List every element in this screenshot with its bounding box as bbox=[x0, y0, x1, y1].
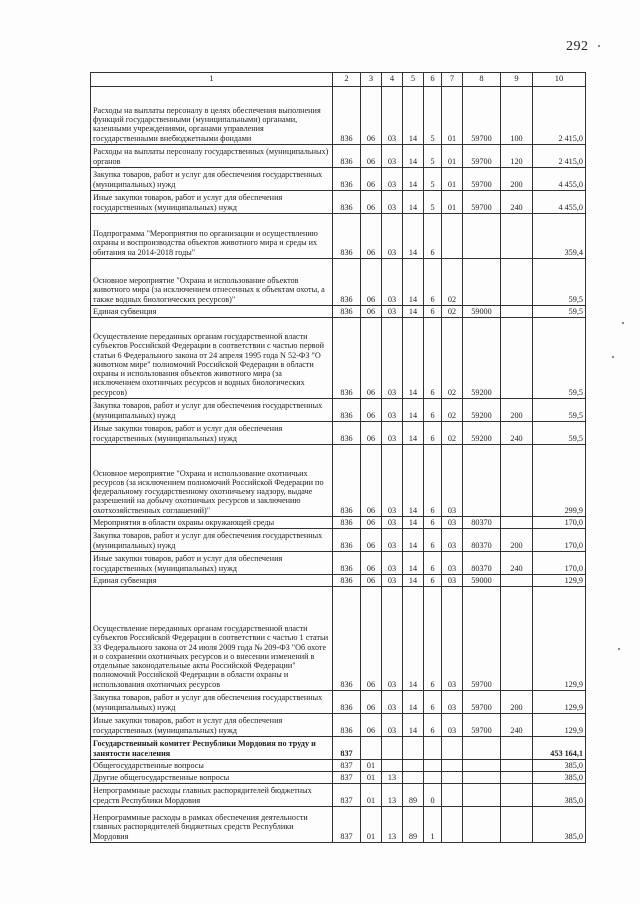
header-cell: 2 bbox=[333, 73, 361, 87]
code-cell: 14 bbox=[403, 575, 424, 587]
code-cell: 6 bbox=[424, 587, 442, 691]
header-cell: 3 bbox=[361, 73, 382, 87]
code-cell bbox=[442, 807, 463, 843]
code-cell bbox=[463, 445, 501, 517]
code-cell: 06 bbox=[361, 306, 382, 318]
code-cell: 89 bbox=[403, 784, 424, 807]
code-cell: 836 bbox=[333, 714, 361, 737]
code-cell: 6 bbox=[424, 259, 442, 306]
code-cell: 13 bbox=[382, 807, 403, 843]
code-cell: 6 bbox=[424, 714, 442, 737]
page-number: 292 bbox=[566, 39, 589, 54]
code-cell bbox=[463, 760, 501, 772]
code-cell: 14 bbox=[403, 422, 424, 445]
amount-cell: 59,5 bbox=[533, 318, 586, 399]
code-cell: 01 bbox=[361, 772, 382, 784]
header-cell: 6 bbox=[424, 73, 442, 87]
code-cell: 5 bbox=[424, 191, 442, 214]
table-body bbox=[91, 87, 586, 843]
table-row bbox=[91, 168, 586, 191]
code-cell bbox=[403, 772, 424, 784]
code-cell: 01 bbox=[442, 145, 463, 168]
code-cell: 80370 bbox=[463, 552, 501, 575]
table-row bbox=[91, 87, 586, 145]
code-cell: 03 bbox=[382, 691, 403, 714]
code-cell: 06 bbox=[361, 517, 382, 529]
table-row bbox=[91, 191, 586, 214]
code-cell: 200 bbox=[501, 529, 533, 552]
header-cell: 10 bbox=[533, 73, 586, 87]
code-cell: 6 bbox=[424, 691, 442, 714]
code-cell: 836 bbox=[333, 517, 361, 529]
code-cell: 03 bbox=[382, 306, 403, 318]
code-cell: 0 bbox=[424, 784, 442, 807]
code-cell bbox=[403, 760, 424, 772]
code-cell: 14 bbox=[403, 318, 424, 399]
row-name-cell: Подпрограмма "Мероприятия по организации и осуществлению охраны и воспроизводства объектов животного мира и среды их обитания на 2014-2018 годы" bbox=[91, 214, 333, 259]
code-cell bbox=[463, 737, 501, 760]
code-cell: 06 bbox=[361, 145, 382, 168]
table-row bbox=[91, 318, 586, 399]
table-row bbox=[91, 575, 586, 587]
code-cell bbox=[501, 760, 533, 772]
amount-cell: 59,5 bbox=[533, 422, 586, 445]
table-row bbox=[91, 784, 586, 807]
amount-cell: 453 164,1 bbox=[533, 737, 586, 760]
code-cell: 5 bbox=[424, 87, 442, 145]
row-name-cell: Общегосударственные вопросы bbox=[91, 760, 333, 772]
code-cell: 06 bbox=[361, 422, 382, 445]
code-cell: 836 bbox=[333, 445, 361, 517]
code-cell bbox=[463, 214, 501, 259]
code-cell: 03 bbox=[442, 691, 463, 714]
code-cell: 03 bbox=[442, 517, 463, 529]
code-cell: 59700 bbox=[463, 145, 501, 168]
row-name-cell: Иные закупки товаров, работ и услуг для обеспечения государственных (муниципальных) нужд bbox=[91, 714, 333, 737]
amount-cell: 129,9 bbox=[533, 714, 586, 737]
row-name-cell: Расходы на выплаты персоналу государственных (муниципальных) органов bbox=[91, 145, 333, 168]
code-cell bbox=[501, 772, 533, 784]
code-cell bbox=[442, 737, 463, 760]
amount-cell: 59,5 bbox=[533, 399, 586, 422]
code-cell: 200 bbox=[501, 691, 533, 714]
code-cell bbox=[501, 517, 533, 529]
code-cell: 06 bbox=[361, 714, 382, 737]
code-cell: 03 bbox=[382, 145, 403, 168]
code-cell bbox=[382, 737, 403, 760]
code-cell: 03 bbox=[442, 445, 463, 517]
code-cell: 837 bbox=[333, 807, 361, 843]
table-row bbox=[91, 737, 586, 760]
code-cell: 59000 bbox=[463, 306, 501, 318]
amount-cell: 385,0 bbox=[533, 784, 586, 807]
code-cell: 01 bbox=[361, 807, 382, 843]
code-cell: 03 bbox=[382, 445, 403, 517]
amount-cell: 129,9 bbox=[533, 691, 586, 714]
code-cell: 6 bbox=[424, 318, 442, 399]
code-cell bbox=[501, 575, 533, 587]
code-cell: 06 bbox=[361, 529, 382, 552]
code-cell: 6 bbox=[424, 214, 442, 259]
code-cell bbox=[501, 318, 533, 399]
code-cell: 14 bbox=[403, 214, 424, 259]
row-name-cell: Основное мероприятие "Охрана и использование объектов животного мира (за исключением отнесенных к объектам охоты, а также водных биологических ресурсов)" bbox=[91, 259, 333, 306]
code-cell: 6 bbox=[424, 529, 442, 552]
code-cell: 836 bbox=[333, 318, 361, 399]
table-row bbox=[91, 587, 586, 691]
code-cell: 14 bbox=[403, 306, 424, 318]
amount-cell: 385,0 bbox=[533, 807, 586, 843]
code-cell: 06 bbox=[361, 399, 382, 422]
code-cell: 14 bbox=[403, 399, 424, 422]
code-cell: 6 bbox=[424, 399, 442, 422]
code-cell: 837 bbox=[333, 760, 361, 772]
code-cell: 06 bbox=[361, 87, 382, 145]
row-name-cell: Единая субвенция bbox=[91, 575, 333, 587]
code-cell: 59700 bbox=[463, 691, 501, 714]
code-cell: 03 bbox=[382, 399, 403, 422]
row-name-cell: Государственный комитет Республики Мордовия по труду и занятости населения bbox=[91, 737, 333, 760]
code-cell: 836 bbox=[333, 691, 361, 714]
code-cell: 836 bbox=[333, 529, 361, 552]
amount-cell: 129,9 bbox=[533, 587, 586, 691]
code-cell: 03 bbox=[382, 168, 403, 191]
code-cell: 837 bbox=[333, 784, 361, 807]
row-name-cell: Мероприятия в области охраны окружающей среды bbox=[91, 517, 333, 529]
table-row bbox=[91, 145, 586, 168]
code-cell: 836 bbox=[333, 399, 361, 422]
amount-cell: 4 455,0 bbox=[533, 168, 586, 191]
code-cell: 6 bbox=[424, 306, 442, 318]
code-cell: 02 bbox=[442, 422, 463, 445]
code-cell: 03 bbox=[382, 318, 403, 399]
code-cell: 06 bbox=[361, 168, 382, 191]
code-cell: 59000 bbox=[463, 575, 501, 587]
code-cell: 14 bbox=[403, 552, 424, 575]
code-cell: 01 bbox=[361, 760, 382, 772]
code-cell bbox=[501, 306, 533, 318]
code-cell: 837 bbox=[333, 737, 361, 760]
code-cell: 836 bbox=[333, 552, 361, 575]
code-cell bbox=[501, 587, 533, 691]
code-cell: 02 bbox=[442, 259, 463, 306]
code-cell: 03 bbox=[442, 714, 463, 737]
code-cell: 03 bbox=[442, 587, 463, 691]
table-row bbox=[91, 552, 586, 575]
amount-cell: 299,9 bbox=[533, 445, 586, 517]
header-cell: 1 bbox=[91, 73, 333, 87]
row-name-cell: Иные закупки товаров, работ и услуг для обеспечения государственных (муниципальных) нужд bbox=[91, 191, 333, 214]
scan-speck bbox=[622, 322, 624, 324]
table-row bbox=[91, 259, 586, 306]
code-cell: 14 bbox=[403, 87, 424, 145]
amount-cell: 170,0 bbox=[533, 552, 586, 575]
code-cell: 13 bbox=[382, 784, 403, 807]
header-cell: 9 bbox=[501, 73, 533, 87]
code-cell: 03 bbox=[382, 87, 403, 145]
code-cell: 06 bbox=[361, 214, 382, 259]
code-cell: 14 bbox=[403, 259, 424, 306]
code-cell: 06 bbox=[361, 318, 382, 399]
code-cell: 1 bbox=[424, 807, 442, 843]
table-row bbox=[91, 214, 586, 259]
code-cell: 03 bbox=[382, 552, 403, 575]
code-cell: 02 bbox=[442, 399, 463, 422]
code-cell bbox=[442, 784, 463, 807]
table-row bbox=[91, 807, 586, 843]
code-cell: 59700 bbox=[463, 87, 501, 145]
code-cell: 03 bbox=[382, 517, 403, 529]
code-cell: 59200 bbox=[463, 399, 501, 422]
code-cell: 02 bbox=[442, 306, 463, 318]
row-name-cell: Иные закупки товаров, работ и услуг для обеспечения государственных (муниципальных) нужд bbox=[91, 422, 333, 445]
amount-cell: 4 455,0 bbox=[533, 191, 586, 214]
code-cell: 14 bbox=[403, 517, 424, 529]
row-name-cell: Непрограммные расходы главных распорядителей бюджетных средств Республики Мордовия bbox=[91, 784, 333, 807]
header-cell: 8 bbox=[463, 73, 501, 87]
code-cell: 03 bbox=[382, 529, 403, 552]
code-cell bbox=[463, 807, 501, 843]
code-cell: 03 bbox=[382, 214, 403, 259]
code-cell: 836 bbox=[333, 168, 361, 191]
code-cell: 59200 bbox=[463, 422, 501, 445]
code-cell: 06 bbox=[361, 587, 382, 691]
code-cell bbox=[442, 772, 463, 784]
code-cell: 120 bbox=[501, 145, 533, 168]
code-cell: 06 bbox=[361, 552, 382, 575]
code-cell: 836 bbox=[333, 214, 361, 259]
code-cell: 80370 bbox=[463, 529, 501, 552]
code-cell: 59700 bbox=[463, 587, 501, 691]
code-cell: 14 bbox=[403, 587, 424, 691]
amount-cell: 2 415,0 bbox=[533, 87, 586, 145]
code-cell: 836 bbox=[333, 87, 361, 145]
row-name-cell: Осуществление переданных органам государственной власти субъектов Российской Федерации в соответствии с частью первой статьи 6 Федерального закона от 24 апреля 1995 года N 52-ФЗ "О животном мире" полномочий Российской Федерации в области охраны и использования объектов животного мира (за исключением охотничьих ресурсов и водных биологических ресурсов) bbox=[91, 318, 333, 399]
scan-speck bbox=[618, 648, 620, 650]
header-cell: 5 bbox=[403, 73, 424, 87]
code-cell: 14 bbox=[403, 145, 424, 168]
code-cell: 836 bbox=[333, 145, 361, 168]
table-header bbox=[91, 73, 586, 87]
code-cell: 80370 bbox=[463, 517, 501, 529]
code-cell: 240 bbox=[501, 422, 533, 445]
code-cell: 6 bbox=[424, 575, 442, 587]
code-cell: 14 bbox=[403, 529, 424, 552]
code-cell: 6 bbox=[424, 422, 442, 445]
code-cell: 240 bbox=[501, 714, 533, 737]
row-name-cell: Основное мероприятие "Охрана и использование охотничьих ресурсов (за исключением полномочий Российской Федерации по федеральному государственному охотничьему надзору, выдаче разрешений на добычу охотничьих ресурсов и заключению охотхозяйственных соглашений)" bbox=[91, 445, 333, 517]
table-row bbox=[91, 399, 586, 422]
amount-cell: 359,4 bbox=[533, 214, 586, 259]
code-cell bbox=[424, 760, 442, 772]
code-cell: 03 bbox=[442, 575, 463, 587]
code-cell: 06 bbox=[361, 691, 382, 714]
code-cell bbox=[501, 807, 533, 843]
code-cell: 03 bbox=[382, 191, 403, 214]
row-name-cell: Осуществление переданных органам государственной власти субъектов Российской Федерации в соответствии с частью 1 статьи 33 Федерального закона от 24 июля 2009 года № 209-ФЗ "Об охоте и о сохранении охотничьих ресурсов и о внесении изменений в отдельные законодательные акты Российской Федерации" полномочий Российской Федерации в области охраны и использования охотничьих ресурсов bbox=[91, 587, 333, 691]
code-cell: 200 bbox=[501, 399, 533, 422]
table-row bbox=[91, 760, 586, 772]
code-cell: 14 bbox=[403, 714, 424, 737]
code-cell: 01 bbox=[442, 168, 463, 191]
budget-table bbox=[90, 72, 586, 843]
amount-cell: 385,0 bbox=[533, 772, 586, 784]
table-row bbox=[91, 306, 586, 318]
amount-cell: 385,0 bbox=[533, 760, 586, 772]
code-cell: 14 bbox=[403, 691, 424, 714]
code-cell: 6 bbox=[424, 445, 442, 517]
code-cell: 59700 bbox=[463, 168, 501, 191]
table-row bbox=[91, 517, 586, 529]
amount-cell: 59,5 bbox=[533, 259, 586, 306]
code-cell: 6 bbox=[424, 517, 442, 529]
code-cell: 14 bbox=[403, 191, 424, 214]
code-cell bbox=[501, 784, 533, 807]
code-cell: 836 bbox=[333, 587, 361, 691]
code-cell: 06 bbox=[361, 575, 382, 587]
code-cell bbox=[501, 445, 533, 517]
code-cell: 837 bbox=[333, 772, 361, 784]
code-cell: 5 bbox=[424, 145, 442, 168]
code-cell bbox=[424, 772, 442, 784]
code-cell: 13 bbox=[382, 772, 403, 784]
code-cell: 100 bbox=[501, 87, 533, 145]
table-row bbox=[91, 772, 586, 784]
header-cell: 7 bbox=[442, 73, 463, 87]
row-name-cell: Другие общегосударственные вопросы bbox=[91, 772, 333, 784]
code-cell: 59700 bbox=[463, 714, 501, 737]
code-cell bbox=[501, 737, 533, 760]
code-cell: 240 bbox=[501, 552, 533, 575]
row-name-cell: Расходы на выплаты персоналу в целях обеспечения выполнения функций государственными (муниципальными) органами, казенными учреждениями, органами управления государственными внебюджетными фондами bbox=[91, 87, 333, 145]
code-cell bbox=[463, 772, 501, 784]
code-cell bbox=[463, 259, 501, 306]
code-cell: 06 bbox=[361, 259, 382, 306]
code-cell bbox=[501, 259, 533, 306]
code-cell: 03 bbox=[382, 422, 403, 445]
header-cell: 4 bbox=[382, 73, 403, 87]
code-cell bbox=[442, 760, 463, 772]
code-cell bbox=[463, 784, 501, 807]
code-cell: 14 bbox=[403, 168, 424, 191]
code-cell: 59200 bbox=[463, 318, 501, 399]
code-cell bbox=[382, 760, 403, 772]
code-cell: 02 bbox=[442, 318, 463, 399]
code-cell bbox=[442, 214, 463, 259]
code-cell: 89 bbox=[403, 807, 424, 843]
table-row bbox=[91, 529, 586, 552]
row-name-cell: Единая субвенция bbox=[91, 306, 333, 318]
row-name-cell: Закупка товаров, работ и услуг для обеспечения государственных (муниципальных) нужд bbox=[91, 529, 333, 552]
code-cell: 5 bbox=[424, 168, 442, 191]
row-name-cell: Иные закупки товаров, работ и услуг для обеспечения государственных (муниципальных) нужд bbox=[91, 552, 333, 575]
code-cell: 836 bbox=[333, 575, 361, 587]
amount-cell: 2 415,0 bbox=[533, 145, 586, 168]
table-row bbox=[91, 714, 586, 737]
code-cell: 03 bbox=[382, 575, 403, 587]
code-cell bbox=[424, 737, 442, 760]
code-cell: 59700 bbox=[463, 191, 501, 214]
code-cell: 03 bbox=[442, 529, 463, 552]
code-cell: 836 bbox=[333, 259, 361, 306]
amount-cell: 170,0 bbox=[533, 529, 586, 552]
table-row bbox=[91, 422, 586, 445]
code-cell: 14 bbox=[403, 445, 424, 517]
row-name-cell: Закупка товаров, работ и услуг для обеспечения государственных (муниципальных) нужд bbox=[91, 168, 333, 191]
code-cell bbox=[403, 737, 424, 760]
code-cell: 836 bbox=[333, 191, 361, 214]
amount-cell: 129,9 bbox=[533, 575, 586, 587]
code-cell: 01 bbox=[361, 784, 382, 807]
amount-cell: 170,0 bbox=[533, 517, 586, 529]
header-row bbox=[91, 73, 586, 87]
code-cell bbox=[361, 737, 382, 760]
code-cell: 06 bbox=[361, 191, 382, 214]
scan-speck bbox=[612, 356, 614, 358]
table-row bbox=[91, 691, 586, 714]
row-name-cell: Непрограммные расходы в рамках обеспечения деятельности главных распорядителей бюджетных средств Республики Мордовия bbox=[91, 807, 333, 843]
code-cell: 06 bbox=[361, 445, 382, 517]
code-cell: 03 bbox=[382, 587, 403, 691]
amount-cell: 59,5 bbox=[533, 306, 586, 318]
row-name-cell: Закупка товаров, работ и услуг для обеспечения государственных (муниципальных) нужд bbox=[91, 691, 333, 714]
code-cell: 836 bbox=[333, 422, 361, 445]
code-cell bbox=[501, 214, 533, 259]
code-cell: 836 bbox=[333, 306, 361, 318]
row-name-cell: Закупка товаров, работ и услуг для обеспечения государственных (муниципальных) нужд bbox=[91, 399, 333, 422]
code-cell: 240 bbox=[501, 191, 533, 214]
code-cell: 01 bbox=[442, 87, 463, 145]
code-cell: 200 bbox=[501, 168, 533, 191]
table-row bbox=[91, 445, 586, 517]
code-cell: 03 bbox=[382, 714, 403, 737]
scan-speck bbox=[598, 45, 600, 47]
code-cell: 03 bbox=[382, 259, 403, 306]
code-cell: 03 bbox=[442, 552, 463, 575]
code-cell: 6 bbox=[424, 552, 442, 575]
code-cell: 01 bbox=[442, 191, 463, 214]
